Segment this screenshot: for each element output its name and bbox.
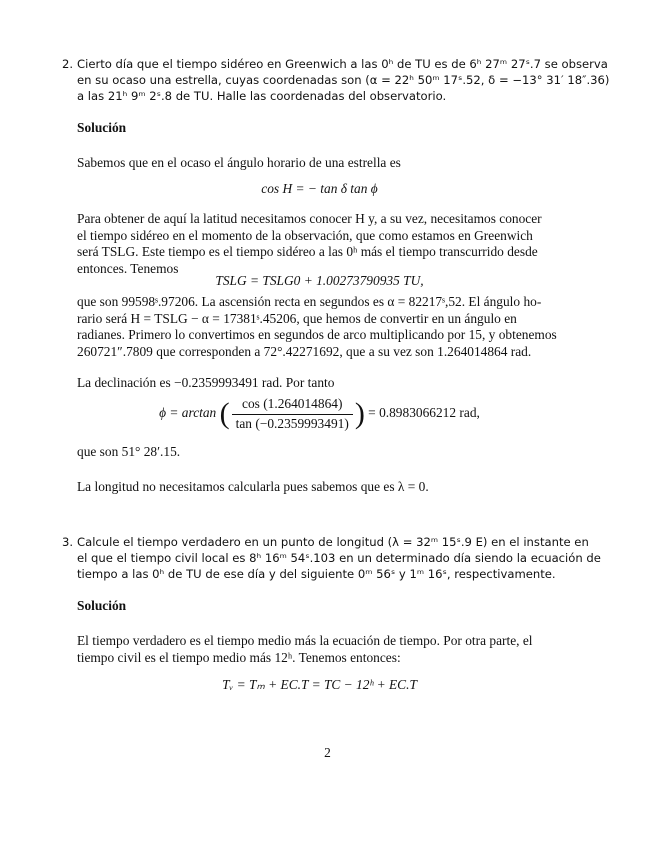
text-line: 260721″.7809 que corresponden a 72°.42271692, que a su vez son 1.264014864 rad. bbox=[77, 343, 532, 359]
equation-sidereal-time: TSLG = TSLG0 + 1.00273790935 TU, bbox=[215, 273, 424, 288]
text-line: rario será H = TSLG − α = 17381ˢ.45206, que hemos de convertir en un ángulo en bbox=[77, 310, 517, 326]
solution-2-paragraph-2 bbox=[77, 211, 562, 277]
right-paren: ) bbox=[354, 397, 365, 430]
problem-3-statement bbox=[77, 534, 601, 582]
problem-2-line: a las 21ʰ 9ᵐ 2ˢ.8 de TU. Halle las coordenadas del observatorio. bbox=[77, 89, 447, 103]
text-line: Para obtener de aquí la latitud necesitamos conocer H y, a su vez, necesitamos conocer bbox=[77, 211, 542, 226]
problem-2-line: Cierto día que el tiempo sidéreo en Greenwich a las 0ʰ de TU es de 6ʰ 27ᵐ 27ˢ.7 se observa bbox=[77, 57, 608, 71]
left-paren: ( bbox=[219, 397, 230, 430]
equation-lhs: ϕ = arctan bbox=[159, 405, 217, 421]
fraction-numerator: cos (1.264014864) bbox=[232, 396, 353, 415]
equation-rhs: = 0.8983066212 rad, bbox=[368, 405, 480, 421]
text-line: será TSLG. Este tiempo es el tiempo sidéreo a las 0ʰ más el tiempo transcurrido desde bbox=[77, 244, 538, 259]
text-line: radianes. Primero lo convertimos en segundos de arco multiplicando por 15, y obtenemos bbox=[77, 327, 557, 342]
solution-2-latitude-result: que son 51° 28′.15. bbox=[77, 444, 181, 459]
problem-3-number: 3. bbox=[62, 535, 74, 549]
solution-3-heading: Solución bbox=[77, 598, 127, 613]
text-line: el tiempo sidéreo en el momento de la observación, que como estamos en Greenwich bbox=[77, 227, 533, 243]
problem-3-line: tiempo a las 0ʰ de TU de ese día y del siguiente 0ᵐ 56ˢ y 1ᵐ 16ˢ, respectivamente. bbox=[77, 567, 556, 581]
text-line: tiempo civil es el tiempo medio más 12ʰ. Tenemos entonces: bbox=[77, 649, 401, 665]
problem-2-number: 2. bbox=[62, 57, 74, 71]
solution-2-intro: Sabemos que en el ocaso el ángulo horario de una estrella es bbox=[77, 155, 401, 170]
equation-hour-angle: cos H = − tan δ tan ϕ bbox=[261, 181, 378, 196]
solution-2-declination: La declinación es −0.2359993491 rad. Por tanto bbox=[77, 375, 335, 390]
problem-3-line: el que el tiempo civil local es 8ʰ 16ᵐ 54ˢ.103 en un determinado día siendo la ecuación de bbox=[77, 551, 601, 565]
problem-2-statement bbox=[77, 56, 610, 104]
problem-3-line: Calcule el tiempo verdadero en un punto de longitud (λ = 32ᵐ 15ˢ.9 E) en el instante en bbox=[77, 535, 589, 549]
fraction bbox=[232, 396, 353, 432]
page-number: 2 bbox=[324, 745, 331, 760]
equation-true-time: Tᵥ = Tₘ + EC.T = TC − 12ʰ + EC.T bbox=[222, 677, 417, 692]
solution-2-paragraph-3 bbox=[77, 294, 562, 360]
problem-2-line: en su ocaso una estrella, cuyas coordenadas son (α = 22ʰ 50ᵐ 17ˢ.52, δ = −13° 31′ 18″.36) bbox=[77, 73, 610, 87]
text-line: entonces. Tenemos bbox=[77, 260, 179, 276]
equation-latitude bbox=[77, 396, 562, 432]
text-line: El tiempo verdadero es el tiempo medio más la ecuación de tiempo. Por otra parte, el bbox=[77, 633, 533, 648]
solution-3-paragraph bbox=[77, 633, 562, 666]
fraction-denominator: tan (−0.2359993491) bbox=[235, 415, 349, 431]
text-line: que son 99598ˢ.97206. La ascensión recta en segundos es α = 82217ˢ,52. El ángulo ho- bbox=[77, 294, 542, 309]
solution-2-longitude: La longitud no necesitamos calcularla pues sabemos que es λ = 0. bbox=[77, 479, 429, 494]
solution-2-heading: Solución bbox=[77, 120, 127, 135]
